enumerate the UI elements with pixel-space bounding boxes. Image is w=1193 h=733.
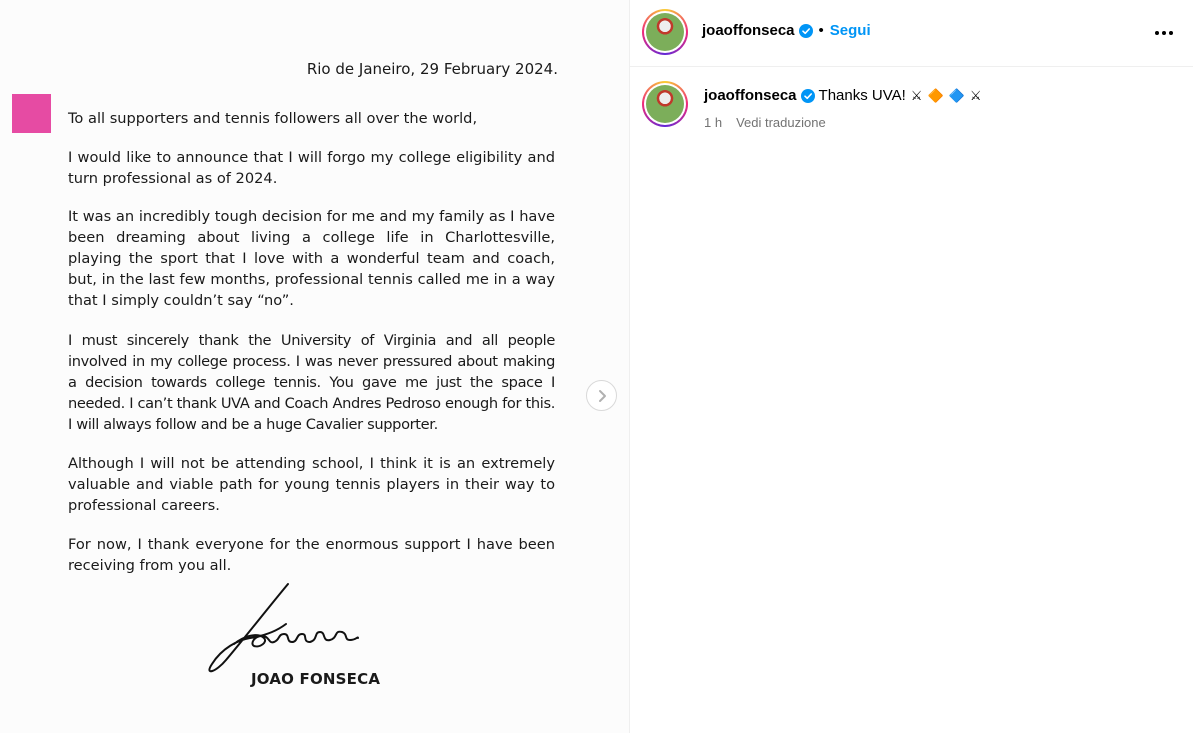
signature-name: JOAO FONSECA (251, 670, 381, 688)
letter-date: Rio de Janeiro, 29 February 2024. (306, 60, 558, 78)
handwritten-signature (198, 578, 368, 680)
letter-paragraph: I would like to announce that I will forgo my college eligibility and turn professional as of 2024. (68, 149, 555, 187)
header-username[interactable]: joaoffonseca (702, 22, 795, 39)
caption-username[interactable]: joaoffonseca (704, 87, 797, 104)
caption-text: Thanks UVA! (818, 87, 906, 104)
avatar-image (646, 13, 684, 51)
letter-paragraph: To all supporters and tennis followers all over the world, (68, 110, 478, 127)
chevron-right-icon (595, 389, 609, 403)
post-header (630, 0, 1193, 67)
crossed-swords-icon: ⚔ (910, 87, 923, 103)
avatar-image (646, 85, 684, 123)
letter-paragraph: Although I will not be attending school, I think it is an extremely valuable and viable path for young tennis players in their way to professional careers. (68, 455, 555, 514)
blue-diamond-icon: 🔷 (948, 87, 965, 103)
orange-diamond-icon: 🔶 (927, 87, 944, 103)
pink-square-mark (12, 94, 51, 133)
letter-paragraph: It was an incredibly tough decision for me and my family as I have been dreaming about living a college life in Charlottesville, playing the sport that I love with a wonderful team and coach, but, in the last few months, professional tennis called me in a way that I simply couldn’t say “no”. (68, 208, 555, 309)
post-timestamp: 1 h (704, 115, 723, 130)
separator-dot: • (818, 22, 824, 39)
verified-badge-icon (799, 24, 813, 38)
next-slide-button[interactable] (586, 380, 617, 411)
post-side-panel (629, 0, 1193, 733)
avatar[interactable] (642, 9, 688, 55)
caption-avatar[interactable] (642, 81, 688, 127)
follow-button[interactable]: Segui (829, 22, 871, 39)
verified-badge-icon (801, 89, 815, 103)
letter-paragraph: For now, I thank everyone for the enormous support I have been receiving from you all. (68, 536, 555, 574)
more-options-button[interactable] (1151, 20, 1177, 46)
see-translation-link[interactable]: Vedi traduzione (736, 115, 826, 130)
more-horizontal-icon (1154, 30, 1174, 36)
crossed-swords-icon: ⚔ (969, 87, 982, 103)
letter-paragraph: I must sincerely thank the University of Virginia and all people involved in my college process. I was never pressured about making a decision towards college tennis. You gave me just the space I needed. I can’t thank UVA and Coach Andres Pedroso enough for this. I will always follow and be a huge Cavalier supporter. (68, 332, 555, 433)
